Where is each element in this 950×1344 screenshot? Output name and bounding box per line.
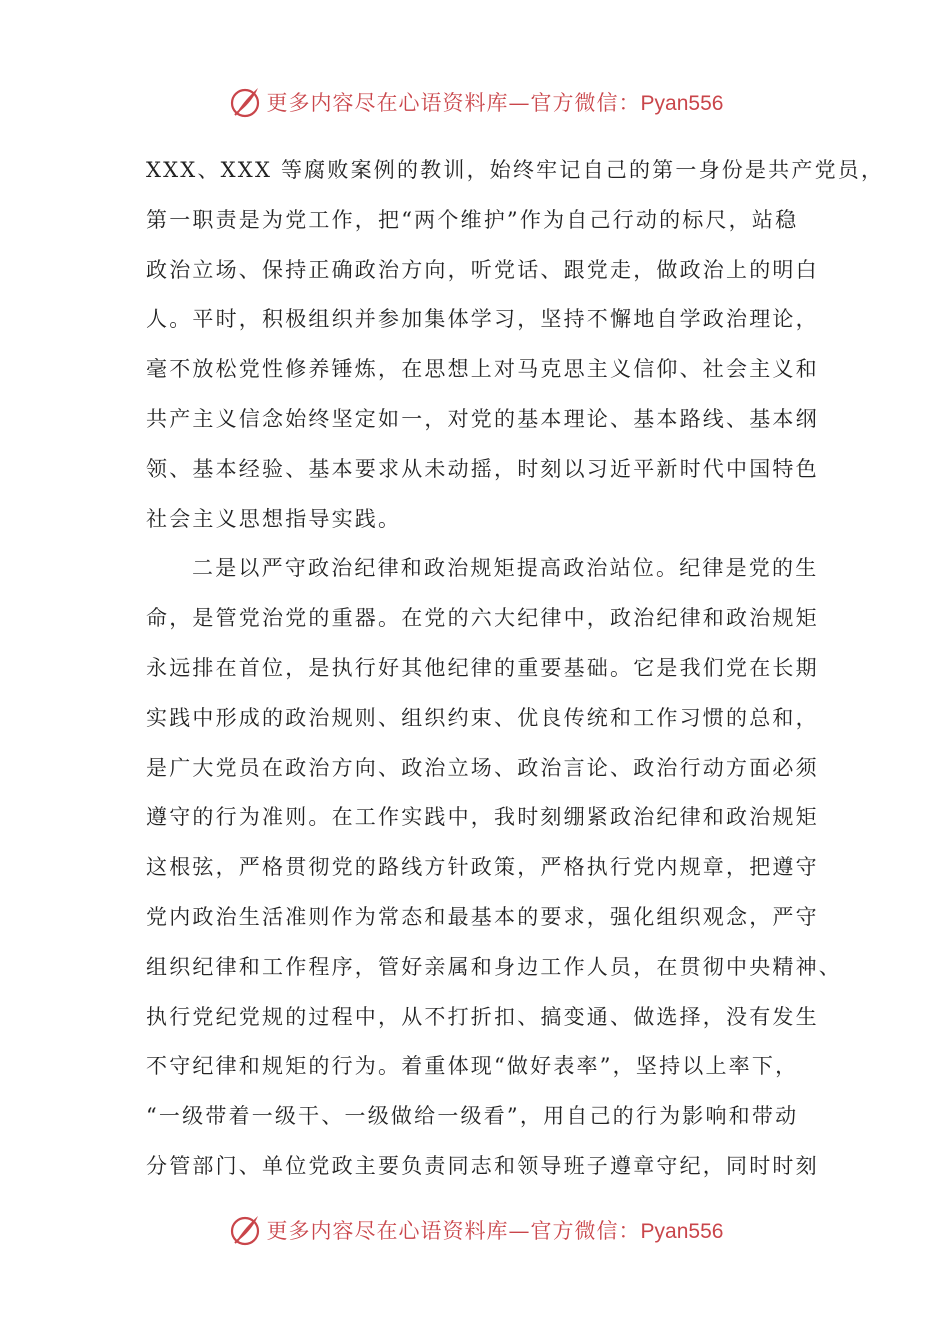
text-line: 这根弦，严格贯彻党的路线方针政策，严格执行党内规章，把遵守 xyxy=(146,855,819,880)
quill-pen-logo-icon xyxy=(227,84,263,120)
text-line: 执行党纪党规的过程中，从不打折扣、搞变通、做选择，没有发生 xyxy=(146,1004,819,1029)
text-line: 人。平时，积极组织并参加集体学习，坚持不懈地自学政治理论， xyxy=(146,307,819,332)
quill-pen-logo-icon xyxy=(227,1212,263,1248)
text-line: “一级带着一级干、一级做给一级看”，用自己的行为影响和带动 xyxy=(146,1104,799,1129)
text-line: 永远排在首位，是执行好其他纪律的重要基础。它是我们党在长期 xyxy=(146,655,819,680)
text-line: 领、基本经验、基本要求从未动摇，时刻以习近平新时代中国特色 xyxy=(146,456,819,481)
text-line: 分管部门、单位党政主要负责同志和领导班子遵章守纪，同时时刻 xyxy=(146,1153,819,1178)
text-line: 社会主义思想指导实践。 xyxy=(146,506,402,531)
text-line: XXX、XXX 等腐败案例的教训，始终牢记自己的第一身份是共产党员， xyxy=(146,158,885,182)
wechat-id: Pyan556 xyxy=(640,92,724,115)
text-line: 共产主义信念始终坚定如一，对党的基本理论、基本路线、基本纲 xyxy=(146,406,819,431)
text-line: 命，是管党治党的重器。在党的六大纪律中，政治纪律和政治规矩 xyxy=(146,606,819,631)
header-watermark xyxy=(0,80,950,124)
document-body xyxy=(146,146,885,1192)
watermark-text xyxy=(267,87,724,117)
text-line: 二是以严守政治纪律和政治规矩提高政治站位。纪律是党的生 xyxy=(192,556,819,581)
footer-watermark xyxy=(0,1208,950,1252)
paragraph xyxy=(146,544,842,1191)
text-line: 组织纪律和工作程序，管好亲属和身边工作人员，在贯彻中央精神、 xyxy=(146,954,842,979)
text-line: 毫不放松党性修养锤炼，在思想上对马克思主义信仰、社会主义和 xyxy=(146,357,819,382)
text-line: 第一职责是为党工作，把“两个维护”作为自己行动的标尺，站稳 xyxy=(146,207,799,232)
watermark-text xyxy=(267,1215,724,1245)
watermark-text-cn: 更多内容尽在心语资料库—官方微信： xyxy=(266,91,641,115)
text-line: 不守纪律和规矩的行为。着重体现“做好表率”，坚持以上率下， xyxy=(146,1054,799,1079)
text-line: 是广大党员在政治方向、政治立场、政治言论、政治行动方面必须 xyxy=(146,755,819,780)
text-line: 政治立场、保持正确政治方向，听党话、跟党走，做政治上的明白 xyxy=(146,257,819,282)
wechat-id: Pyan556 xyxy=(640,1220,724,1243)
text-line: 实践中形成的政治规则、组织约束、优良传统和工作习惯的总和， xyxy=(146,705,819,730)
paragraph xyxy=(146,146,885,544)
text-line: 党内政治生活准则作为常态和最基本的要求，强化组织观念，严守 xyxy=(146,904,819,929)
text-line: 遵守的行为准则。在工作实践中，我时刻绷紧政治纪律和政治规矩 xyxy=(146,805,819,830)
watermark-text-cn: 更多内容尽在心语资料库—官方微信： xyxy=(266,1219,641,1243)
